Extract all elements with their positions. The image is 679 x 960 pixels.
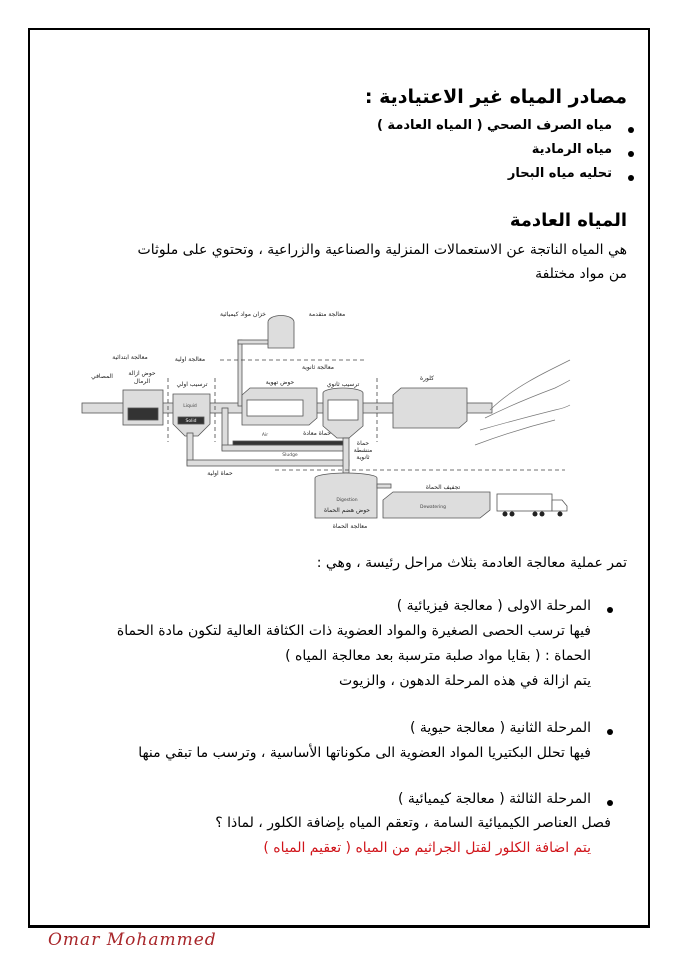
river-outlet — [475, 360, 570, 445]
bullet-icon — [628, 175, 634, 181]
stage-line: الحماة : ( بقايا مواد صلبة مترسبة بعد معالجة المياه ) — [285, 648, 591, 664]
truck — [497, 494, 552, 511]
author-signature: Omar Mohammed — [48, 930, 217, 950]
source-item: مياه الرمادية — [531, 142, 612, 157]
stage-line: فيها ترسب الحصى الصغيرة والمواد العضوية ذات الكثافة العالية لتكون مادة الحماة — [116, 623, 591, 639]
definition-line: من مواد مختلفة — [535, 266, 627, 282]
stage-line: يتم ازالة في هذه المرحلة الدهون ، والزيوت — [339, 673, 591, 689]
section-heading: المياه العادمة — [509, 210, 627, 231]
definition-line: هي المياه الناتجة عن الاستعمالات المنزلية والصناعية والزراعية ، وتحتوي على ملوثات — [137, 242, 627, 258]
diagram-label: Solid — [185, 419, 197, 424]
diagram-label: حوض تهوية — [265, 379, 295, 386]
diagram-label: حماة اولية — [207, 470, 233, 477]
diagram-label: ثانوية — [356, 454, 370, 461]
diagram-label: حوض هضم الحماة — [323, 507, 371, 514]
diagram-label: كلورة — [420, 375, 434, 382]
diagram-label: حماة معادة — [303, 430, 331, 437]
diagram-label: الرمال — [133, 378, 151, 385]
diagram-label: تجفيف الحماة — [425, 484, 461, 491]
chlorination-tank — [393, 388, 467, 428]
diagram-label: ترسيب ثانوي — [326, 381, 360, 388]
stage-title: المرحلة الثانية ( معالجة حيوية ) — [409, 720, 591, 736]
diagram-label: معالجة ثانوية — [302, 364, 334, 371]
diagram-label: حوض ازالة — [128, 370, 156, 377]
bullet-icon — [607, 800, 613, 806]
diagram-label: معالجة الحماة — [332, 523, 368, 530]
diagram-label: معالجة اولية — [174, 356, 206, 363]
bullet-icon — [607, 729, 613, 735]
chemical-tank — [268, 316, 294, 349]
diagram-label: منشطة — [353, 447, 373, 454]
bullet-icon — [607, 607, 613, 613]
diagram-label: حماة — [356, 440, 370, 447]
stage-answer: يتم اضافة الكلور لقتل الجراثيم من المياه ( تعقيم المياه ) — [263, 840, 591, 856]
source-item: مياه الصرف الصحي ( المياه العادمة ) — [376, 118, 612, 133]
diagram-label: Sludge — [282, 453, 298, 458]
primary-clarifier — [173, 394, 210, 436]
diagram-label: معالجة متقدمة — [308, 311, 346, 318]
bullet-icon — [628, 151, 634, 157]
source-item: تحليه مياه البحار — [507, 166, 612, 181]
diagram-label: معالجة ابتدائية — [112, 354, 148, 361]
diagram-label: Liquid — [183, 404, 197, 409]
stage-title: المرحلة الثالثة ( معالجة كيميائية ) — [397, 791, 591, 807]
diagram-label: المصافي — [91, 373, 113, 380]
stage-line: فصل العناصر الكيميائية السامة ، وتعقم المياه بإضافة الكلور ، لماذا ؟ — [215, 815, 611, 831]
bullet-icon — [628, 127, 634, 133]
stage-line: فيها تحلل البكتيريا المواد العضوية الى مكوناتها الأساسية ، وترسب ما تبقي منها — [138, 745, 591, 761]
stages-intro: تمر عملية معالجة العادمة بثلاث مراحل رئيسة ، وهي : — [316, 555, 627, 571]
diagram-label: Dewatering — [419, 505, 447, 510]
diagram-label: Digestion — [336, 498, 358, 503]
diagram-label: Air — [261, 433, 269, 438]
stage-title: المرحلة الاولى ( معالجة فيزيائية ) — [396, 598, 591, 614]
page-title: مصادر المياه غير الاعتيادية : — [364, 86, 627, 108]
wastewater-treatment-diagram — [60, 300, 640, 530]
diagram-label: خزان مواد كيميائية — [219, 311, 267, 318]
diagram-label: ترسيب اولي — [176, 381, 208, 388]
